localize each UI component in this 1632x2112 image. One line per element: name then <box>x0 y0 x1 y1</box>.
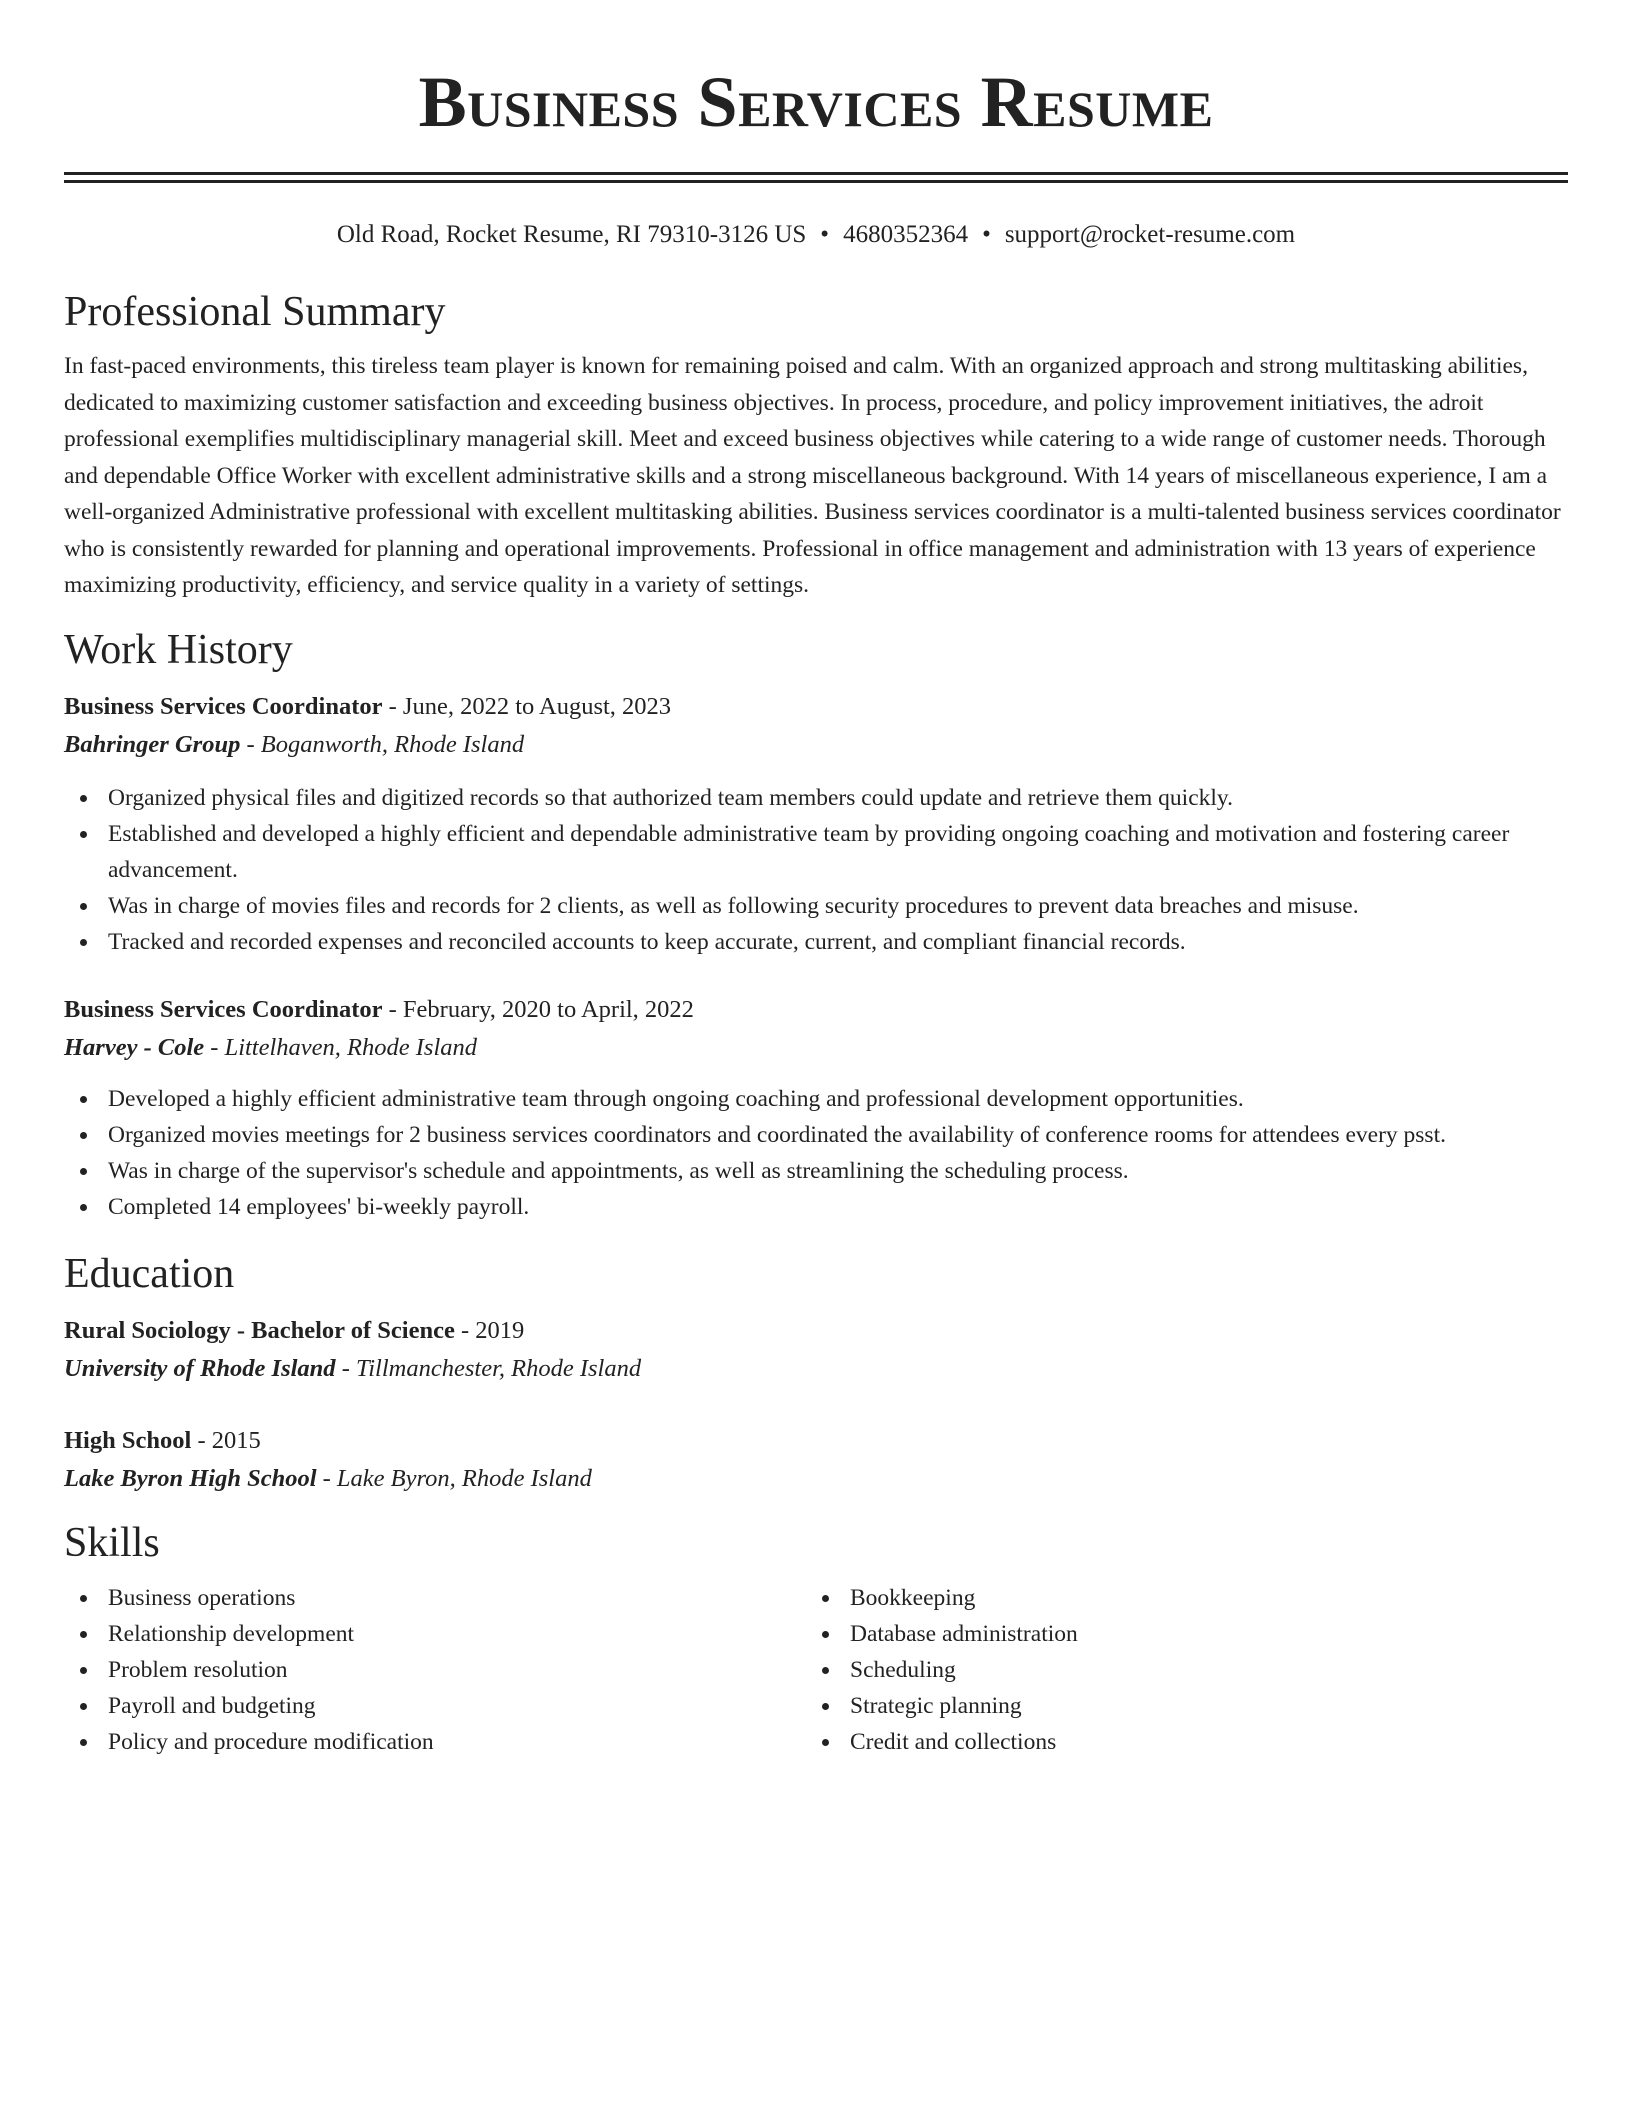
school-line <box>64 1461 1568 1497</box>
list-item: Was in charge of movies files and records for 2 clients, as well as following security procedures to prevent data breaches and misuse. <box>64 888 1568 924</box>
job-bullets <box>64 1081 1568 1225</box>
skill-item: Credit and collections <box>806 1724 1548 1760</box>
degree: Rural Sociology - Bachelor of Science <box>64 1316 455 1344</box>
separator-dot: • <box>982 221 991 248</box>
summary-text: In fast-paced environments, this tireless team player is known for remaining poised and calm. With an organized approach and strong multitasking abilities, dedicated to maximizing customer satisfaction and exceeding business objectives. In process, procedure, and policy improvement initiatives, the adroit professional exemplifies multidisciplinary managerial skill. Meet and exceed business objectives while catering to a wide range of customer needs. Thorough and dependable Office Worker with excellent administrative skills and a strong miscellaneous background. With 14 years of miscellaneous experience, I am a well-organized Administrative professional with excellent multitasking abilities. Business services coordinator is a multi-talented business services coordinator who is consistently rewarded for planning and operational improvements. Professional in office management and administration with 13 years of experience maximizing productivity, efficiency, and service quality in a variety of settings. <box>64 353 1561 598</box>
skills-heading: Skills <box>64 1519 160 1566</box>
separator-dot: • <box>820 221 830 248</box>
job-title: Business Services Coordinator <box>64 995 383 1023</box>
education-entry <box>64 1313 1568 1387</box>
degree-line <box>64 1423 1568 1459</box>
graduation-year: - 2019 <box>454 1316 525 1344</box>
skill-item: Scheduling <box>806 1652 1548 1688</box>
job-title: Business Services Coordinator <box>64 692 383 720</box>
education-entry <box>64 1423 1568 1497</box>
job-location: - Littelhaven, Rhode Island <box>204 1033 478 1061</box>
list-item: Tracked and recorded expenses and reconciled accounts to keep accurate, current, and compliant financial records. <box>64 924 1568 960</box>
school-location: - Tillmanchester, Rhode Island <box>335 1354 642 1382</box>
title-double-rule <box>64 172 1568 183</box>
job-entry <box>64 992 1568 1225</box>
job-bullets <box>64 780 1568 960</box>
skill-item: Policy and procedure modification <box>64 1724 806 1760</box>
skill-item: Business operations <box>64 1580 806 1616</box>
school-location: - Lake Byron, Rhode Island <box>316 1464 592 1492</box>
phone: 4680352364 <box>843 221 969 248</box>
job-company: Harvey - Cole <box>64 1033 205 1061</box>
job-company-line <box>64 727 1568 763</box>
job-entry <box>64 689 1568 960</box>
job-dates: - February, 2020 to April, 2022 <box>382 995 694 1023</box>
list-item: Organized physical files and digitized records so that authorized team members could update and retrieve them quickly. <box>64 780 1568 816</box>
summary-heading: Professional Summary <box>64 289 446 335</box>
list-item: Established and developed a highly efficient and dependable administrative team by providing ongoing coaching and motivation and fostering career advancement. <box>64 816 1568 888</box>
degree: High School <box>64 1426 192 1454</box>
skills-list-right <box>806 1580 1548 1760</box>
job-dates: - June, 2022 to August, 2023 <box>382 692 672 720</box>
resume-page <box>64 0 1568 1760</box>
skills-columns <box>64 1580 1568 1760</box>
resume-title: Business Services Resume <box>418 62 1214 142</box>
school: University of Rhode Island <box>64 1354 336 1382</box>
graduation-year: - 2015 <box>191 1426 261 1454</box>
contact-line <box>64 219 1568 251</box>
job-title-line <box>64 992 1568 1028</box>
school: Lake Byron High School <box>64 1464 317 1492</box>
skill-item: Bookkeeping <box>806 1580 1548 1616</box>
skill-item: Relationship development <box>64 1616 806 1652</box>
skill-item: Problem resolution <box>64 1652 806 1688</box>
list-item: Organized movies meetings for 2 business services coordinators and coordinated the availability of conference rooms for attendees every psst. <box>64 1117 1568 1153</box>
skill-item: Strategic planning <box>806 1688 1548 1724</box>
list-item: Completed 14 employees' bi-weekly payroll. <box>64 1189 1568 1225</box>
list-item: Was in charge of the supervisor's schedule and appointments, as well as streamlining the scheduling process. <box>64 1153 1568 1189</box>
education-heading: Education <box>64 1250 235 1297</box>
list-item: Developed a highly efficient administrative team through ongoing coaching and professional development opportunities. <box>64 1081 1568 1117</box>
work-history-heading: Work History <box>64 626 293 673</box>
email: support@rocket-resume.com <box>1004 221 1296 248</box>
skill-item: Payroll and budgeting <box>64 1688 806 1724</box>
job-location: - Boganworth, Rhode Island <box>240 730 525 758</box>
degree-line <box>64 1313 1568 1349</box>
address: Old Road, Rocket Resume, RI 79310-3126 US <box>336 221 807 248</box>
school-line <box>64 1351 1568 1387</box>
job-company: Bahringer Group <box>64 730 241 758</box>
skill-item: Database administration <box>806 1616 1548 1652</box>
job-title-line <box>64 689 1568 725</box>
skills-list-left <box>64 1580 806 1760</box>
job-company-line <box>64 1030 1568 1066</box>
